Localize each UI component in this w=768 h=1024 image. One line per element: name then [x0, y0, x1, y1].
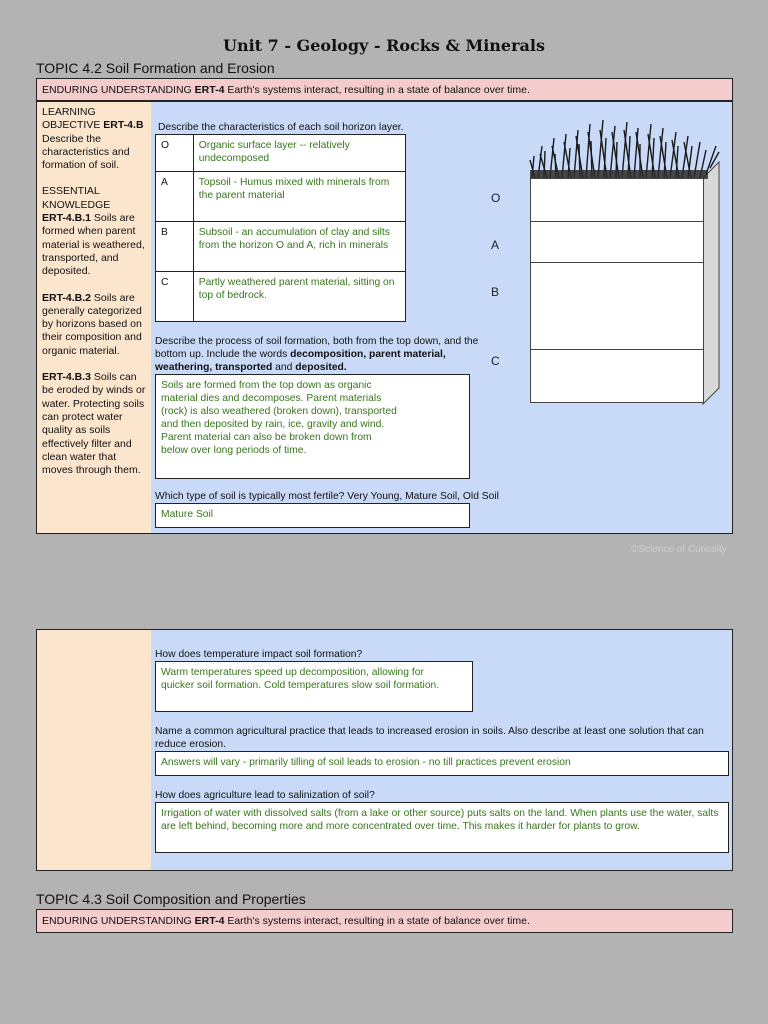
formation-prompt-and: and [272, 362, 296, 373]
fertile-prompt: Which type of soil is typically most fertile? Very Young, Mature Soil, Old Soil [155, 491, 499, 502]
eu-text: Earth's systems interact, resulting in a state of balance over time. [224, 84, 530, 96]
eu-code: ERT-4 [194, 915, 225, 927]
ek-2-code: ERT-4.B.2 [42, 291, 92, 304]
lo-code: ERT-4.B [103, 119, 144, 132]
enduring-understanding-banner [36, 78, 733, 101]
horizon-table [155, 134, 406, 322]
diagram-label-b: B [491, 285, 500, 299]
soil-layer-c[interactable] [530, 349, 704, 403]
temperature-answer-box[interactable]: Warm temperatures speed up decomposition, allowing for quicker soil formation. Cold temperatures slow soil formation. [155, 661, 473, 712]
horizon-prompt: Describe the characteristics of each soil horizon layer. [158, 122, 404, 133]
horizon-description[interactable]: Partly weathered parent material, sitting on top of bedrock. [193, 272, 405, 322]
erosion-answer-box[interactable]: Answers will vary - primarily tilling of soil leads to erosion - no till practices prevent erosion [155, 751, 729, 776]
salinization-prompt: How does agriculture lead to salinization of soil? [155, 790, 375, 801]
table-row [156, 222, 406, 272]
ek-2 [42, 292, 146, 358]
horizon-key: A [156, 172, 194, 222]
diagram-label-c: C [491, 354, 500, 368]
ek-1 [42, 212, 146, 278]
lo-text: Describe the characteristics and formation of soil. [42, 132, 130, 172]
ek-3-text: Soils can be eroded by winds or water. Protecting soils can protect water quality as soils effectively filter and clean water that moves through them. [42, 371, 146, 477]
ek-3 [42, 371, 146, 477]
soil-layer-b[interactable] [530, 262, 704, 350]
soil-layer-a[interactable] [530, 221, 704, 263]
watermark: ©Science of Curiosity [631, 544, 727, 555]
table-row [156, 272, 406, 322]
grass-icon [530, 120, 719, 178]
learning-objective-sidebar [36, 101, 152, 534]
formation-prompt [155, 335, 480, 374]
sidebar-section-2 [36, 629, 152, 871]
formation-answer-box[interactable]: Soils are formed from the top down as organic material dies and decomposes. Parent materials (rock) is also weathered (broken down), transported and then deposited by rain, ice, gravity and wind. Parent material can also be broken down from below over long periods of time. [155, 374, 470, 479]
ek-1-text: Soils are formed when parent material is weathered, transported, and deposited. [42, 212, 145, 278]
horizon-description[interactable]: Organic surface layer -- relatively undecomposed [193, 135, 405, 172]
ek-2-text: Soils are generally categorized by horizons based on their composition and organic material. [42, 291, 142, 357]
salinization-answer-box[interactable]: Irrigation of water with dissolved salts (from a lake or other source) puts salts on the land. When plants use the water, salts are left behind, becoming more and more concentrated over time. This makes it harder for plants to grow. [155, 802, 729, 853]
temperature-prompt: How does temperature impact soil formation? [155, 649, 363, 660]
block-side-face [703, 162, 719, 404]
page-title: Unit 7 - Geology - Rocks & Minerals [223, 36, 545, 55]
fertile-answer-box[interactable]: Mature Soil [155, 503, 470, 528]
essential-knowledge-label: ESSENTIAL KNOWLEDGE [42, 185, 111, 211]
horizon-key: B [156, 222, 194, 272]
horizon-description[interactable]: Topsoil - Humus mixed with minerals from the parent material [193, 172, 405, 222]
topic-4-3-heading: TOPIC 4.3 Soil Composition and Properties [36, 891, 306, 907]
learning-objective [42, 106, 146, 172]
horizon-description[interactable]: Subsoil - an accumulation of clay and silts from the horizon O and A, rich in minerals [193, 222, 405, 272]
table-row [156, 135, 406, 172]
formation-prompt-text: Describe the process of soil formation, both from the top down, and the bottom up. Include the words [155, 336, 479, 360]
eu-code: ERT-4 [194, 84, 225, 96]
diagram-label-a: A [491, 238, 500, 252]
horizon-key: C [156, 272, 194, 322]
diagram-label-o: O [491, 191, 501, 205]
eu-text: Earth's systems interact, resulting in a state of balance over time. [224, 915, 530, 927]
formation-keyword-deposited: deposited. [295, 362, 347, 373]
eu-prefix: ENDURING UNDERSTANDING [42, 84, 195, 96]
soil-layer-o[interactable] [530, 178, 704, 222]
horizon-key: O [156, 135, 194, 172]
eu-prefix: ENDURING UNDERSTANDING [42, 915, 195, 927]
table-row [156, 172, 406, 222]
topic-4-2-heading: TOPIC 4.2 Soil Formation and Erosion [36, 60, 275, 76]
lo-label: LEARNING OBJECTIVE [42, 106, 104, 132]
ek-3-code: ERT-4.B.3 [42, 371, 92, 384]
enduring-understanding-banner-2 [36, 909, 733, 933]
formation-keywords: decomposition, parent material, weathering, transported [155, 349, 446, 373]
ek-1-code: ERT-4.B.1 [42, 212, 92, 225]
erosion-prompt: Name a common agricultural practice that leads to increased erosion in soils. Also describe at least one solution that can reduce erosion. [155, 726, 704, 750]
